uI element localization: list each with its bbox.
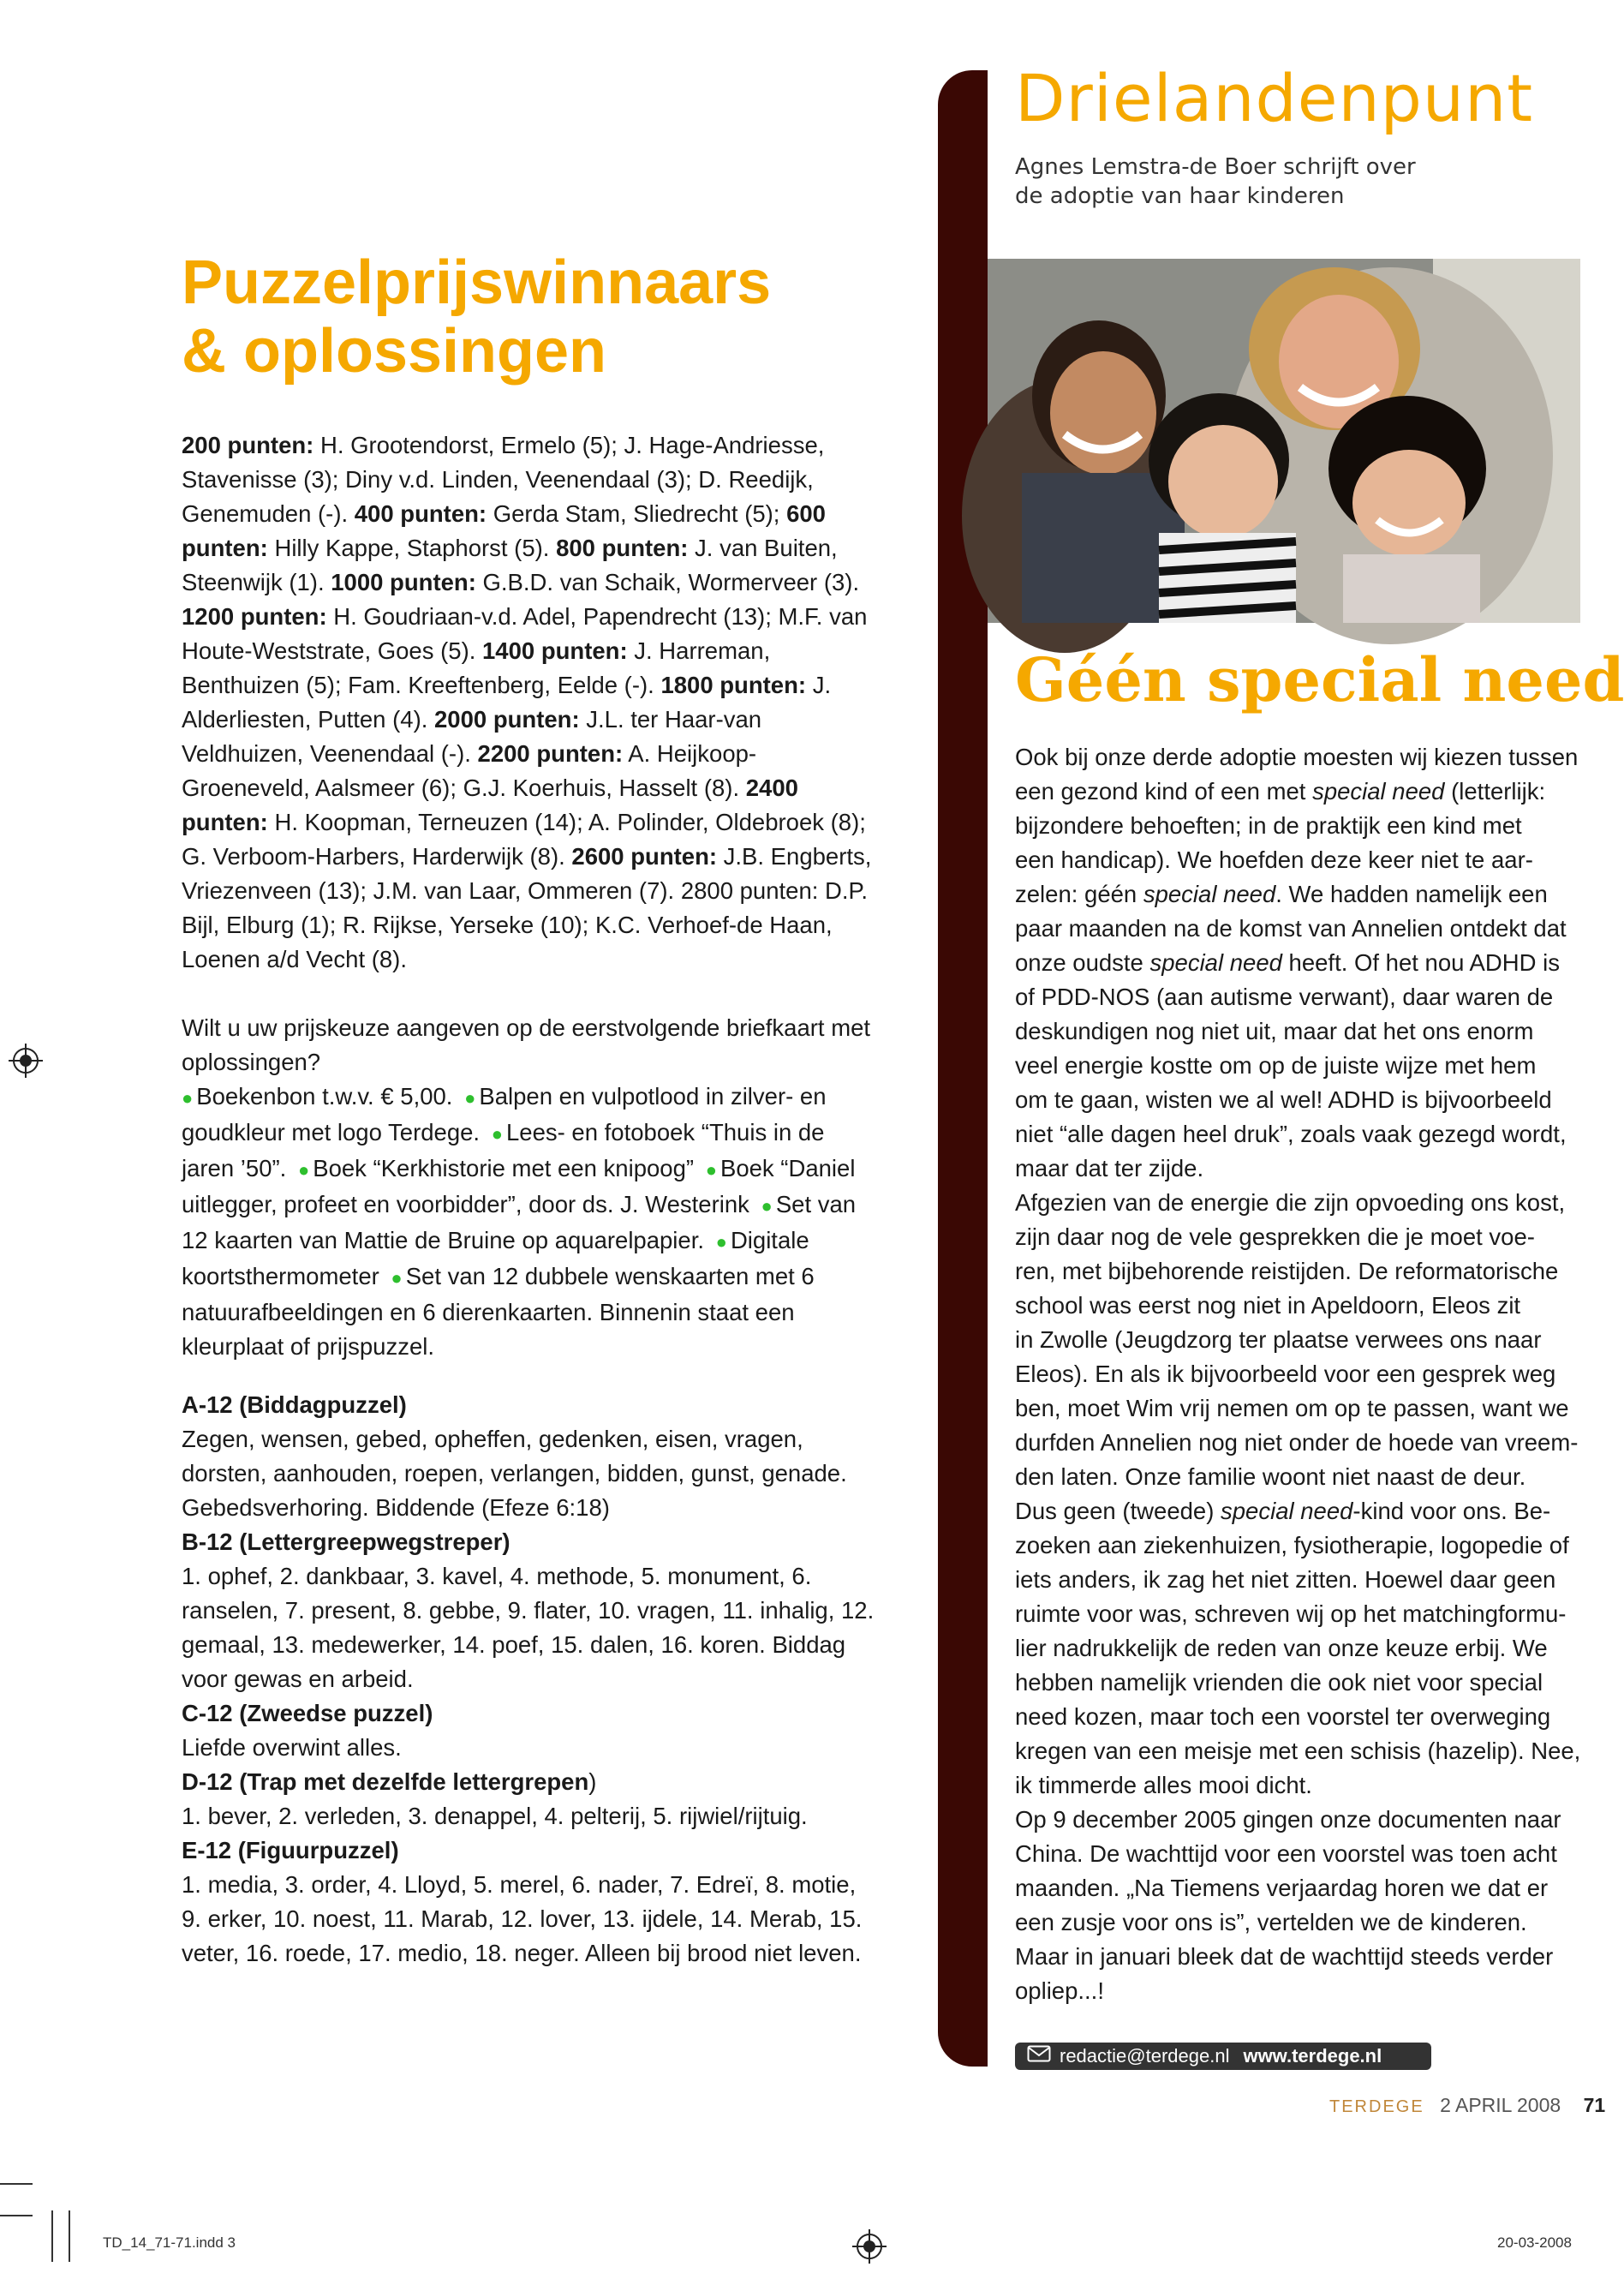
- article-line: kregen van een meisje met een schisis (hazelip). Nee,: [1015, 1738, 1581, 1764]
- winner-points: 1800 punten:: [660, 672, 807, 698]
- prize-item: Set van 12 dubbele wenskaarten met 6 natuurafbeeldingen en 6 dierenkaarten. Binnenin staat een kleurplaat of prijspuzzel.: [182, 1263, 815, 1360]
- article-line: om te gaan, wisten we al wel! ADHD is bijvoorbeeld: [1015, 1086, 1552, 1113]
- article-line: China. De wachttijd voor een voorstel was toen acht: [1015, 1840, 1557, 1867]
- solution-title: D-12 (Trap met dezelfde lettergrepen: [182, 1768, 589, 1795]
- crop-mark: [0, 2215, 33, 2216]
- prize-item: Balpen en vulpotlood in zilver- en goudkleur met logo Terdege.: [182, 1083, 827, 1145]
- contact-website[interactable]: www.terdege.nl: [1243, 2045, 1382, 2067]
- article-line: Ook bij onze derde adoptie moesten wij kiezen tussen: [1015, 744, 1579, 770]
- solution-answer: Liefde overwint alles.: [182, 1734, 402, 1761]
- article-line: zijn daar nog de vele gesprekken die je moet voe-: [1015, 1223, 1535, 1250]
- winner-names: H. Grootendorst, Ermelo (5); J. Hage-Andriesse, Stavenisse (3); Diny v.d. Linden, Veenendaal (3); D. Reedijk, Genemuden (-).: [182, 432, 825, 527]
- solution-heading: [182, 1525, 880, 1559]
- article-line: iets anders, ik zag het niet zitten. Hoewel daar geen: [1015, 1566, 1556, 1593]
- winner-points: 400 punten:: [354, 500, 487, 527]
- article-line: een zusje voor ons is”, vertelden we de kinderen.: [1015, 1909, 1527, 1935]
- crop-mark: [0, 2183, 33, 2185]
- article-line: Eleos). En als ik bijvoorbeeld voor een gesprek weg: [1015, 1361, 1556, 1387]
- article-line: ruimte voor was, schreven wij op het matchingformu-: [1015, 1600, 1567, 1627]
- article-line: een handicap). We hoefden deze keer niet te aar-: [1015, 846, 1533, 873]
- solution-title: A-12 (Biddagpuzzel): [182, 1391, 407, 1418]
- solution-answer: Zegen, wensen, gebed, opheffen, gedenken, eisen, vragen, dorsten, aanhouden, roepen, verlangen, bidden, gunst, genade. Gebedsverhoring. Biddende (Efeze 6:18): [182, 1426, 847, 1521]
- winner-points: 800 punten:: [556, 535, 689, 561]
- winner-names: A. Heijkoop-Groeneveld, Aalsmeer (6); G.J. Koerhuis, Hasselt (8).: [182, 740, 757, 801]
- solution-title-tail: ): [588, 1768, 597, 1795]
- winners-paragraph: [182, 428, 880, 977]
- article-line: onze oudste special need heeft. Of het nou ADHD is: [1015, 949, 1560, 976]
- article-line: opliep...!: [1015, 1977, 1104, 2004]
- winner-points: 200 punten:: [182, 432, 314, 458]
- prize-item: Boek “Kerkhistorie met een knipoog”: [313, 1155, 695, 1181]
- prizes-intro: Wilt u uw prijskeuze aangeven op de eerstvolgende briefkaart met oplossingen?: [182, 1014, 871, 1075]
- winner-names: H. Goudriaan-v.d. Adel, Papendrecht (13); M.F. van Houte-Weststrate, Goes (5).: [182, 603, 868, 664]
- winner-names: J. van Buiten, Steenwijk (1).: [182, 535, 838, 595]
- winner-names: Gerda Stam, Sliedrecht (5);: [487, 500, 787, 527]
- winner-names: J.B. Engberts, Vriezenveen (13); J.M. van Laar, Ommeren (7). 2800 punten: D.P. Bijl, Elburg (1); R. Rijkse, Yerseke (10); K.C. Verhoef-de Haan, Loenen a/d Vecht (8).: [182, 843, 872, 972]
- winner-names: J. Alderliesten, Putten (4).: [182, 672, 832, 733]
- bullet-icon: ●: [705, 1159, 717, 1181]
- contact-email[interactable]: redactie@terdege.nl: [1060, 2045, 1230, 2067]
- article-line: ik timmerde alles mooi dicht.: [1015, 1772, 1312, 1798]
- prize-item: Lees- en fotoboek “Thuis in de jaren ’50”.: [182, 1119, 825, 1181]
- article-line: Dus geen (tweede) special need-kind voor ons. Be-: [1015, 1498, 1551, 1524]
- slug-date: 20-03-2008: [1497, 2234, 1572, 2251]
- article-line: lier nadrukkelijk de reden van onze keuze erbij. We: [1015, 1635, 1548, 1661]
- solution-title: C-12 (Zweedse puzzel): [182, 1700, 433, 1726]
- bullet-icon: ●: [715, 1231, 727, 1253]
- winner-names: H. Koopman, Terneuzen (14); A. Polinder, Oldebroek (8); G. Verboom-Harbers, Harderwijk (8).: [182, 809, 866, 870]
- winner-points: 1400 punten:: [482, 637, 628, 664]
- article-line: bijzondere behoeften; in de praktijk een kind met: [1015, 812, 1522, 839]
- article-line: een gezond kind of een met special need (letterlijk:: [1015, 778, 1546, 805]
- article-line: maanden. „Na Tiemens verjaardag horen we dat er: [1015, 1875, 1549, 1901]
- winner-points: 2400 punten:: [182, 775, 798, 835]
- article-line: ben, moet Wim vrij nemen om op te passen, want we: [1015, 1395, 1569, 1421]
- winner-points: 2600 punten:: [571, 843, 718, 870]
- bullet-icon: ●: [761, 1195, 773, 1217]
- column-subtitle-line-2: de adoptie van haar kinderen: [1015, 183, 1345, 209]
- article-line: Maar in januari bleek dat de wachttijd steeds verder: [1015, 1943, 1554, 1970]
- article-line: Afgezien van de energie die zijn opvoeding ons kost,: [1015, 1189, 1566, 1216]
- article-line: veel energie kostte om op de juiste wijze met hem: [1015, 1052, 1537, 1079]
- solution-title: B-12 (Lettergreepwegstreper): [182, 1528, 510, 1555]
- solution-answer: 1. bever, 2. verleden, 3. denappel, 4. pelterij, 5. rijwiel/rijtuig.: [182, 1803, 808, 1829]
- bullet-icon: ●: [182, 1087, 194, 1109]
- contact-box: [1015, 2043, 1431, 2070]
- solution-answer: 1. ophef, 2. dankbaar, 3. kavel, 4. methode, 5. monument, 6. ranselen, 7. present, 8. gebbe, 9. flater, 10. vragen, 11. inhalig, 12. gemaal, 13. medewerker, 14. poef, 15. dalen, 16. koren. Biddag voor gewas en arbeid.: [182, 1563, 875, 1692]
- bullet-icon: ●: [491, 1123, 503, 1145]
- article-line: niet “alle dagen heel druk”, zoals vaak gezegd wordt,: [1015, 1121, 1567, 1147]
- solutions-section: [182, 1388, 880, 1971]
- page-footer: [1329, 2092, 1605, 2120]
- left-title-line-1: Puzzelprijswinnaars: [182, 248, 772, 317]
- crop-mark: [69, 2210, 70, 2262]
- column-subtitle-line-1: Agnes Lemstra-de Boer schrijft over: [1015, 154, 1416, 180]
- footer-date: 2 APRIL 2008: [1440, 2094, 1561, 2116]
- registration-mark-icon: [844, 2221, 895, 2272]
- article-line: deskundigen nog niet uit, maar dat het ons enorm: [1015, 1018, 1534, 1044]
- slug-filename: TD_14_71-71.indd 3: [103, 2234, 236, 2251]
- article-line: zelen: géén special need. We hadden namelijk een: [1015, 881, 1548, 907]
- winner-points: 1200 punten:: [182, 603, 327, 630]
- article-line: of PDD-NOS (aan autisme verwant), daar waren de: [1015, 984, 1554, 1010]
- prizes-section: [182, 1011, 880, 1364]
- solution-heading: [182, 1833, 880, 1868]
- left-title-line-2: & oplossingen: [182, 317, 607, 386]
- article-line: in Zwolle (Jeugdzorg ter plaatse verwees ons naar: [1015, 1326, 1542, 1353]
- bullet-icon: ●: [297, 1159, 310, 1181]
- winner-names: Hilly Kappe, Staphorst (5).: [267, 535, 557, 561]
- winner-names: J.L. ter Haar-van Veldhuizen, Veenendaal (-).: [182, 706, 762, 767]
- article-line: hebben namelijk vrienden die ook niet voor special: [1015, 1669, 1543, 1696]
- winner-names: G.B.D. van Schaik, Wormerveer (3).: [475, 569, 860, 595]
- article-body: [1015, 740, 1580, 2008]
- solution-answer: 1. media, 3. order, 4. Lloyd, 5. merel, 6. nader, 7. Edreï, 8. motie, 9. erker, 10. noest, 11. Marab, 12. lover, 13. ijdele, 14. Merab, 15. veter, 16. roede, 17. medio, 18. neger. Alleen bij brood niet leven.: [182, 1871, 863, 1966]
- article-line: zoeken aan ziekenhuizen, fysiotherapie, logopedie of: [1015, 1532, 1569, 1558]
- article-line: durfden Annelien nog niet onder de hoede van vreem-: [1015, 1429, 1579, 1456]
- prize-list: [182, 1080, 880, 1364]
- winners-list: [182, 428, 880, 977]
- family-photo: [988, 259, 1580, 623]
- column-subtitle: [1015, 153, 1546, 211]
- solution-heading: [182, 1765, 880, 1799]
- crop-mark: [51, 2210, 53, 2262]
- column-band: [938, 70, 988, 2067]
- footer-page-number: 71: [1583, 2094, 1606, 2116]
- solution-title: E-12 (Figuurpuzzel): [182, 1837, 399, 1863]
- column-title: Drielandenpunt: [1015, 60, 1534, 136]
- left-page-title: [182, 248, 884, 386]
- prize-item: Boek “Daniel uitlegger, profeet en voorbidder”, door ds. J. Westerink: [182, 1155, 856, 1217]
- bullet-icon: ●: [391, 1267, 403, 1289]
- article-line: school was eerst nog niet in Apeldoorn, Eleos zit: [1015, 1292, 1521, 1319]
- winner-points: 2200 punten:: [477, 740, 624, 767]
- winner-points: 2000 punten:: [434, 706, 580, 733]
- footer-magazine: TERDEGE: [1329, 2097, 1424, 2116]
- family-photo-illustration: [988, 259, 1580, 623]
- article-line: need kozen, maar toch een voorstel ter overweging: [1015, 1703, 1551, 1730]
- prize-item: Set van 12 kaarten van Mattie de Bruine op aquarelpapier.: [182, 1191, 857, 1253]
- article-line: ren, met bijbehorende reistijden. De reformatorische: [1015, 1258, 1559, 1284]
- article-line: den laten. Onze familie woont niet naast de deur.: [1015, 1463, 1526, 1490]
- solution-heading: [182, 1696, 880, 1731]
- mail-icon: [1027, 2043, 1051, 2070]
- article-line: Op 9 december 2005 gingen onze documenten naar: [1015, 1806, 1561, 1833]
- prize-item: Boekenbon t.w.v. € 5,00.: [196, 1083, 453, 1110]
- winner-points: 1000 punten:: [331, 569, 476, 595]
- winner-points: 600 punten:: [182, 500, 826, 561]
- winner-names: J. Harreman, Benthuizen (5); Fam. Kreeftenberg, Eelde (-).: [182, 637, 771, 698]
- registration-mark-icon: [0, 1035, 51, 1086]
- bullet-icon: ●: [464, 1087, 476, 1109]
- prize-item: Digitale koortsthermometer: [182, 1227, 809, 1289]
- article-line: paar maanden na de komst van Annelien ontdekt dat: [1015, 915, 1567, 942]
- article-line: maar dat ter zijde.: [1015, 1155, 1204, 1181]
- solution-heading: [182, 1388, 880, 1422]
- article-title: Géén special need: [1015, 644, 1624, 715]
